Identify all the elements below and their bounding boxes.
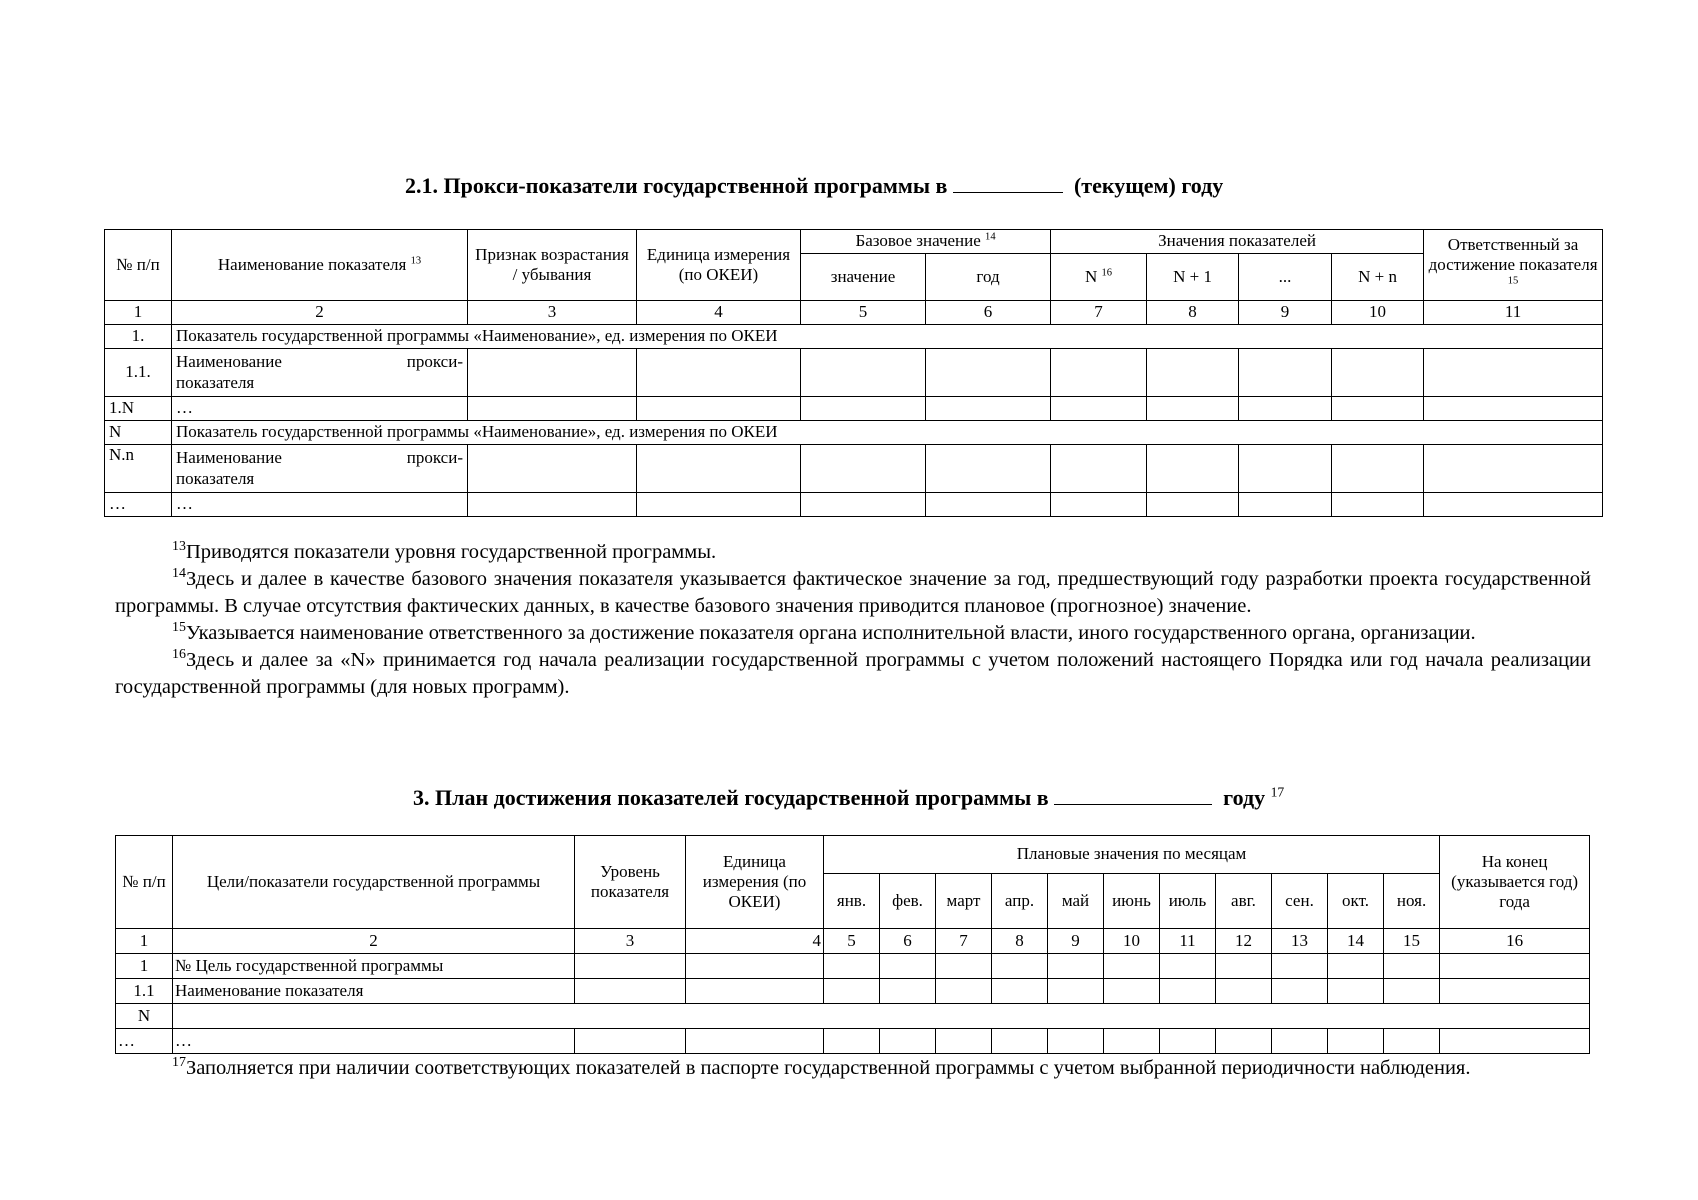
empty-cell[interactable] — [575, 1029, 686, 1054]
row-num: N — [105, 421, 172, 445]
empty-cell[interactable] — [1216, 1029, 1272, 1054]
table-row — [105, 493, 1603, 517]
row-num: 1.1. — [105, 349, 172, 397]
col-number: 14 — [1328, 929, 1384, 954]
row-num: 1.1 — [116, 979, 173, 1004]
proxy-indicators-table — [104, 229, 1603, 517]
empty-cell[interactable] — [1384, 979, 1440, 1004]
col-number: 3 — [468, 301, 637, 325]
col-number: 6 — [880, 929, 936, 954]
col-number: 1 — [105, 301, 172, 325]
empty-cell[interactable] — [824, 1029, 880, 1054]
row-num: 1. — [105, 325, 172, 349]
month-header: янв. — [824, 874, 880, 929]
header-num: № п/п — [105, 230, 172, 301]
month-header: сен. — [1272, 874, 1328, 929]
empty-cell[interactable] — [1424, 349, 1603, 397]
empty-cell[interactable] — [1272, 954, 1328, 979]
col-number: 5 — [824, 929, 880, 954]
title-text-end: году — [1223, 785, 1266, 810]
empty-cell[interactable] — [637, 493, 801, 517]
row-num: … — [105, 493, 172, 517]
title-footnote-ref: 17 — [1270, 784, 1285, 800]
empty-cell[interactable] — [936, 979, 992, 1004]
empty-cell[interactable] — [1272, 979, 1328, 1004]
title-text-start: 3. План достижения показателей государственной программы в — [413, 785, 1049, 810]
empty-cell[interactable] — [1272, 1029, 1328, 1054]
empty-cell[interactable] — [1239, 397, 1332, 421]
section-title-plan — [413, 785, 1284, 811]
footnote: $^{17}$Заполняется при наличии соответствующих показателей в паспорте государственной программы с учетом выбранной периодичности наблюдения. — [172, 1055, 1471, 1079]
empty-cell[interactable] — [1328, 954, 1384, 979]
empty-cell[interactable] — [936, 954, 992, 979]
row-name: … — [172, 397, 468, 421]
empty-cell[interactable] — [1147, 493, 1239, 517]
empty-cell[interactable] — [1424, 445, 1603, 493]
empty-cell[interactable] — [1440, 979, 1590, 1004]
empty-cell[interactable] — [1048, 1029, 1104, 1054]
header-unit: Единица измерения (по ОКЕИ) — [686, 836, 824, 929]
empty-cell[interactable] — [1332, 493, 1424, 517]
empty-cell[interactable] — [1332, 349, 1424, 397]
indicator-group-title: Показатель государственной программы «Наименование», ед. измерения по ОКЕИ — [172, 421, 1603, 445]
col-number: 8 — [1147, 301, 1239, 325]
empty-cell[interactable] — [575, 979, 686, 1004]
empty-cell[interactable] — [1239, 445, 1332, 493]
empty-cell[interactable] — [992, 979, 1048, 1004]
row-name: … — [172, 493, 468, 517]
month-header: март — [936, 874, 992, 929]
empty-cell[interactable] — [801, 445, 926, 493]
empty-cell[interactable] — [637, 445, 801, 493]
table-row — [116, 979, 1590, 1004]
empty-cell[interactable] — [1424, 493, 1603, 517]
col-number: 2 — [172, 301, 468, 325]
empty-cell[interactable] — [468, 349, 637, 397]
month-header: ноя. — [1384, 874, 1440, 929]
row-num: … — [116, 1029, 173, 1054]
table-row — [116, 954, 1590, 979]
empty-cell[interactable] — [1104, 1029, 1160, 1054]
header-sign: Признак возрастания / убывания — [468, 230, 637, 301]
month-header: июнь — [1104, 874, 1160, 929]
footnotes-section-2 — [115, 1055, 1591, 1082]
col-number: 10 — [1332, 301, 1424, 325]
month-header: фев. — [880, 874, 936, 929]
header-monthly-plan: Плановые значения по месяцам — [824, 836, 1440, 874]
year-blank-line — [953, 174, 1063, 193]
header-level: Уровень показателя — [575, 836, 686, 929]
empty-cell[interactable] — [1104, 954, 1160, 979]
row-name: … — [173, 1029, 575, 1054]
col-number: 10 — [1104, 929, 1160, 954]
col-number: 8 — [992, 929, 1048, 954]
empty-cell[interactable] — [1440, 1029, 1590, 1054]
header-goals: Цели/показатели государственной программы — [173, 836, 575, 929]
col-number: 11 — [1424, 301, 1603, 325]
header-unit: Единица измерения (по ОКЕИ) — [637, 230, 801, 301]
col-number: 5 — [801, 301, 926, 325]
empty-cell[interactable] — [1051, 349, 1147, 397]
header-year-n1: N + 1 — [1147, 254, 1239, 301]
col-number: 7 — [936, 929, 992, 954]
empty-cell[interactable] — [1216, 954, 1272, 979]
column-number-row — [116, 929, 1590, 954]
empty-cell[interactable] — [1332, 445, 1424, 493]
proxy-indicator-name: Наименование прокси- показателя — [172, 349, 468, 397]
header-base-value: Базовое значение $^{14}$ — [801, 230, 1051, 254]
column-number-row — [105, 301, 1603, 325]
row-num: 1 — [116, 954, 173, 979]
empty-cell[interactable] — [1051, 397, 1147, 421]
table-row — [105, 349, 1603, 397]
empty-cell[interactable] — [801, 493, 926, 517]
indicator-name: Наименование показателя — [173, 979, 575, 1004]
empty-cell[interactable] — [468, 397, 637, 421]
empty-cell[interactable] — [1160, 954, 1216, 979]
goal-name: № Цель государственной программы — [173, 954, 575, 979]
empty-cell[interactable] — [1051, 493, 1147, 517]
empty-cell[interactable] — [686, 1029, 824, 1054]
empty-cell[interactable] — [992, 954, 1048, 979]
empty-cell[interactable] — [1160, 979, 1216, 1004]
empty-cell[interactable] — [926, 445, 1051, 493]
col-number: 15 — [1384, 929, 1440, 954]
col-number: 6 — [926, 301, 1051, 325]
header-year-nn: N + n — [1332, 254, 1424, 301]
footnotes-section-1 — [115, 539, 1591, 701]
table-row — [105, 325, 1603, 349]
empty-cell[interactable] — [637, 397, 801, 421]
empty-cell[interactable] — [1424, 397, 1603, 421]
month-header: май — [1048, 874, 1104, 929]
empty-cell[interactable] — [880, 954, 936, 979]
header-year-n: N $^{16}$ — [1051, 254, 1147, 301]
col-number: 11 — [1160, 929, 1216, 954]
plan-table — [115, 835, 1590, 1054]
empty-cell[interactable] — [992, 1029, 1048, 1054]
empty-cell[interactable] — [824, 979, 880, 1004]
month-header: апр. — [992, 874, 1048, 929]
table-row — [105, 421, 1603, 445]
table-row — [105, 445, 1603, 493]
empty-cell[interactable] — [1384, 1029, 1440, 1054]
footnote: $^{15}$Указывается наименование ответственного за достижение показателя органа исполнительной власти, иного государственного органа, организации. — [172, 620, 1476, 644]
col-number: 3 — [575, 929, 686, 954]
empty-cell[interactable] — [468, 493, 637, 517]
footnote: $^{13}$Приводятся показатели уровня государственной программы. — [172, 539, 717, 563]
table-header-row — [105, 230, 1603, 254]
empty-cell[interactable] — [1239, 493, 1332, 517]
empty-cell[interactable] — [1332, 397, 1424, 421]
row-num: N — [116, 1004, 173, 1029]
header-num: № п/п — [116, 836, 173, 929]
col-number: 12 — [1216, 929, 1272, 954]
empty-cell[interactable] — [1147, 397, 1239, 421]
title-text-start: 2.1. Прокси-показатели государственной программы в — [405, 173, 948, 198]
empty-cell[interactable] — [801, 397, 926, 421]
header-name: Наименование показателя $^{13}$ — [172, 230, 468, 301]
empty-cell[interactable] — [936, 1029, 992, 1054]
title-text-end: (текущем) году — [1073, 173, 1224, 198]
empty-cell[interactable] — [801, 349, 926, 397]
empty-cell[interactable] — [926, 397, 1051, 421]
empty-cell[interactable] — [1440, 954, 1590, 979]
empty-cell[interactable] — [637, 349, 801, 397]
col-number: 1 — [116, 929, 173, 954]
proxy-indicator-name: Наименование прокси- показателя — [172, 445, 468, 493]
empty-cell[interactable] — [1147, 349, 1239, 397]
empty-cell[interactable] — [1160, 1029, 1216, 1054]
header-base-value-year: год — [926, 254, 1051, 301]
header-base-value-value: значение — [801, 254, 926, 301]
empty-cell[interactable] — [1147, 445, 1239, 493]
empty-cell[interactable] — [880, 1029, 936, 1054]
table-header-row — [116, 836, 1590, 874]
year-blank-line — [1054, 786, 1212, 805]
col-number: 4 — [686, 929, 824, 954]
header-indicator-values: Значения показателей — [1051, 230, 1424, 254]
row-num: N.n — [105, 445, 172, 493]
table-row — [116, 1004, 1590, 1029]
footnote: $^{16}$Здесь и далее за «N» принимается год начала реализации государственной программы с учетом положений настоящего Порядка или год начала реализации государственной программы (для новых программ). — [115, 647, 1591, 698]
header-responsible: Ответственный за достижение показателя $^{15}$ — [1424, 230, 1603, 301]
footnote: $^{14}$Здесь и далее в качестве базового значения показателя указывается фактическое значение за год, предшествующий году разработки проекта государственной программы. В случае отсутствия фактических данных, в качестве базового значения приводится плановое (прогнозное) значение. — [115, 566, 1591, 617]
empty-cell[interactable] — [1239, 349, 1332, 397]
empty-cell[interactable] — [926, 349, 1051, 397]
month-header: окт. — [1328, 874, 1384, 929]
row-num: 1.N — [105, 397, 172, 421]
empty-cell[interactable] — [824, 954, 880, 979]
empty-cell[interactable] — [1328, 979, 1384, 1004]
header-year-dots: ... — [1239, 254, 1332, 301]
empty-cell[interactable] — [926, 493, 1051, 517]
empty-cell[interactable] — [1216, 979, 1272, 1004]
month-header: авг. — [1216, 874, 1272, 929]
col-number: 4 — [637, 301, 801, 325]
empty-cell[interactable] — [575, 954, 686, 979]
col-number: 13 — [1272, 929, 1328, 954]
col-number: 9 — [1048, 929, 1104, 954]
empty-cell[interactable] — [686, 979, 824, 1004]
col-number: 9 — [1239, 301, 1332, 325]
section-title-proxy-indicators — [405, 173, 1223, 199]
empty-cell[interactable] — [1328, 1029, 1384, 1054]
empty-cell[interactable] — [686, 954, 824, 979]
col-number: 2 — [173, 929, 575, 954]
empty-cell[interactable] — [468, 445, 637, 493]
empty-cell[interactable] — [1384, 954, 1440, 979]
empty-cell[interactable] — [880, 979, 936, 1004]
table-row — [105, 397, 1603, 421]
indicator-group-title: Показатель государственной программы «Наименование», ед. измерения по ОКЕИ — [172, 325, 1603, 349]
col-number: 7 — [1051, 301, 1147, 325]
empty-cell[interactable] — [1048, 979, 1104, 1004]
empty-merged-cell[interactable] — [173, 1004, 1590, 1029]
col-number: 16 — [1440, 929, 1590, 954]
header-year-end: На конец (указывается год) года — [1440, 836, 1590, 929]
empty-cell[interactable] — [1051, 445, 1147, 493]
table-row — [116, 1029, 1590, 1054]
month-header: июль — [1160, 874, 1216, 929]
empty-cell[interactable] — [1048, 954, 1104, 979]
empty-cell[interactable] — [1104, 979, 1160, 1004]
